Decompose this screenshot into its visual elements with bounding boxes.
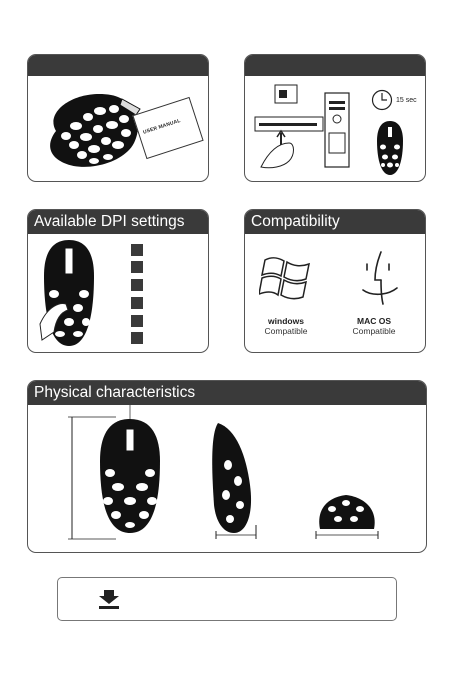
dpi-settings-card: [27, 209, 209, 353]
dpi-indicator-4: [131, 297, 143, 309]
small-mouse-illustration: [375, 119, 405, 177]
mac-os-name: MAC OS: [357, 316, 391, 326]
mac-finder-icon: [359, 250, 401, 306]
package-contents-header: [28, 55, 208, 76]
mouse-illustration: [36, 81, 146, 176]
mac-os-compatible-label: Compatible: [352, 326, 396, 336]
clock-icon: [371, 89, 393, 111]
dpi-indicator-5: [131, 315, 143, 327]
dpi-settings-header: Available DPI settings: [28, 210, 208, 234]
download-bar[interactable]: [57, 577, 397, 621]
compatibility-header: Compatibility: [245, 210, 425, 234]
physical-characteristics-card: [27, 380, 427, 553]
package-contents-card: [27, 54, 209, 182]
physical-characteristics-header: Physical characteristics: [28, 381, 426, 405]
dpi-indicator-6: [131, 332, 143, 344]
dpi-indicator-2: [131, 261, 143, 273]
mouse-dimensions-illustration: [28, 405, 426, 553]
dpi-indicator-3: [131, 279, 143, 291]
pc-connection-illustration: [251, 81, 351, 176]
installation-card: [244, 54, 426, 182]
timer-label: 15 sec: [396, 97, 417, 104]
user-manual-label: USER MANUAL: [142, 117, 182, 136]
download-icon[interactable]: [98, 588, 120, 610]
installation-header: [245, 55, 425, 76]
windows-name: windows: [268, 316, 304, 326]
mouse-top-illustration: [38, 236, 100, 351]
compatibility-card: [244, 209, 426, 353]
dpi-indicator-1: [131, 244, 143, 256]
windows-logo-icon: [259, 254, 313, 302]
windows-compatible-label: Compatible: [264, 326, 308, 336]
